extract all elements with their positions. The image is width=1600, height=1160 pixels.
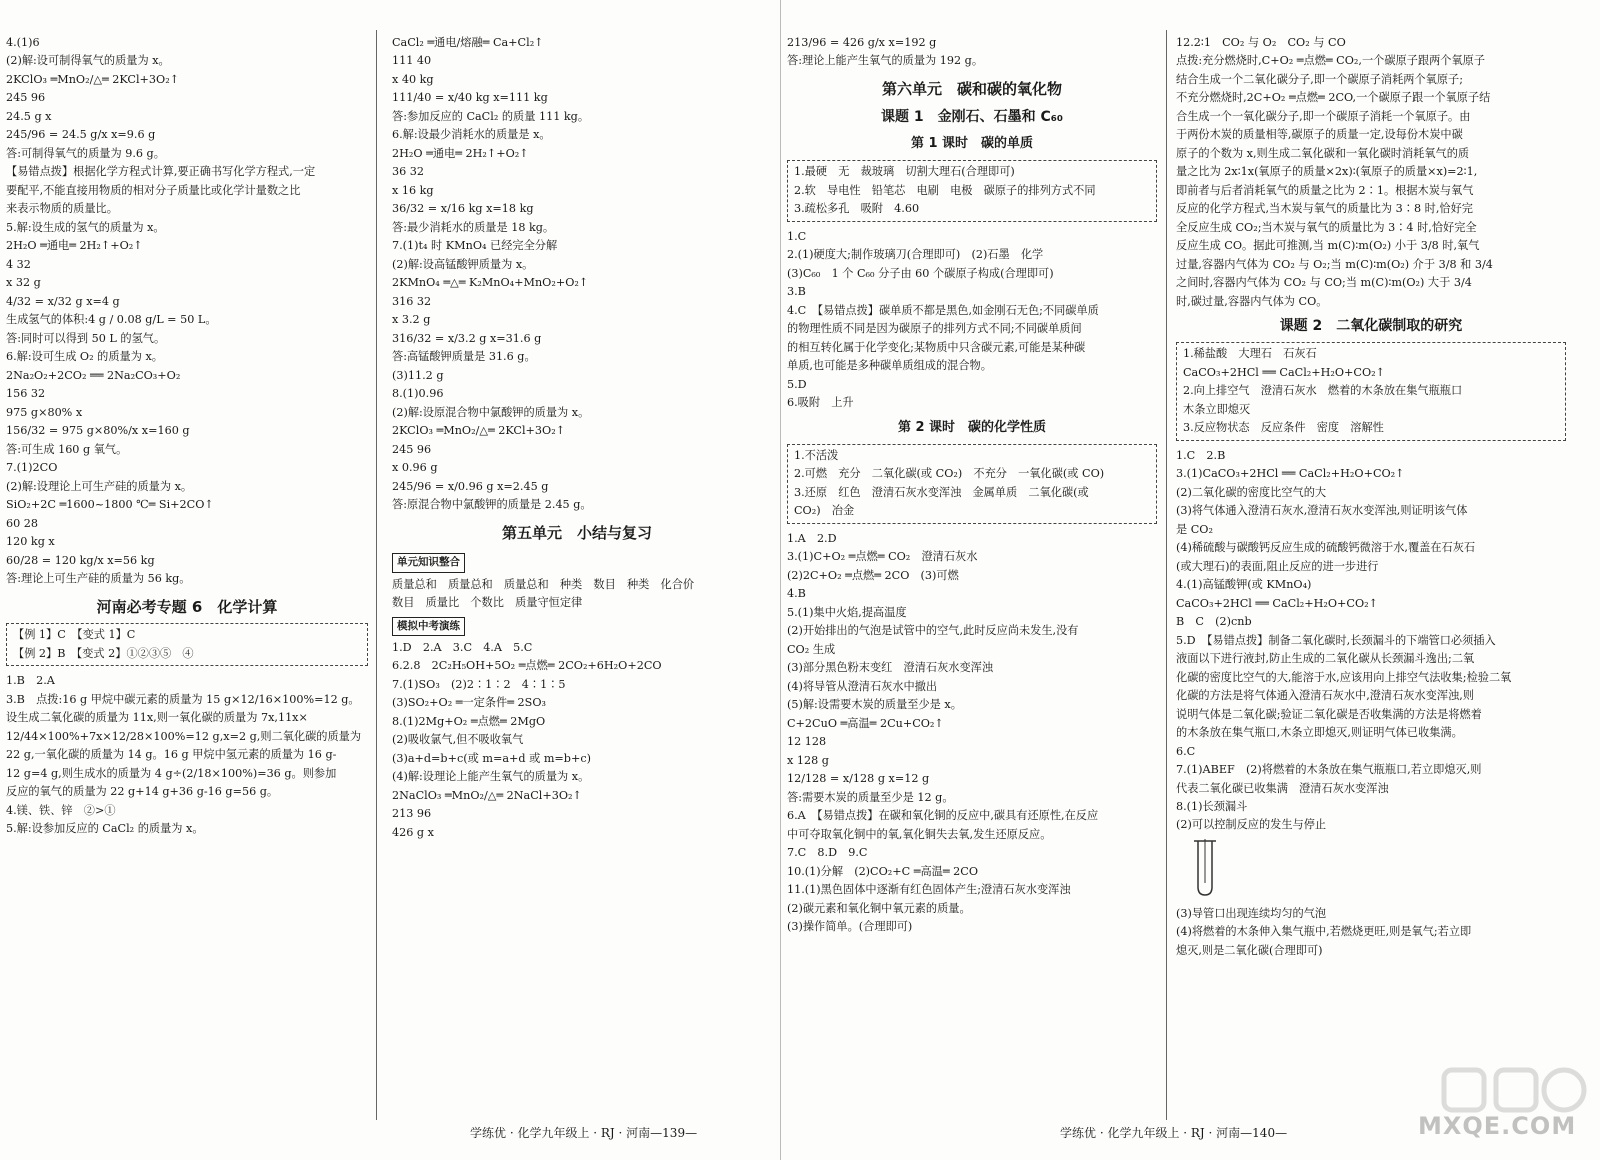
answer-line: 4.B xyxy=(787,587,806,601)
column-3 xyxy=(787,34,1157,937)
answer-line: 2.向上排空气 澄清石灰水 燃着的木条放在集气瓶瓶口 xyxy=(1183,384,1463,398)
answer-line: 原子的个数为 x,则生成二氧化碳和一氧化碳时消耗氧气的质 xyxy=(1176,146,1470,160)
answer-line: 7.(1)ABEF (2)将燃着的木条放在集气瓶瓶口,若立即熄灭,则 xyxy=(1176,763,1482,777)
answer-line: (3)C₆₀ 1 个 C₆₀ 分子由 60 个碳原子构成(合理即可) xyxy=(787,266,1054,280)
unit6-heading: 第六单元 碳和碳的氧化物 xyxy=(881,79,1062,98)
answer-line: (4)将燃着的木条伸入集气瓶中,若燃烧更旺,则是氧气;若立即 xyxy=(1176,925,1472,939)
answer-line: 即前者与后者消耗氧气的质量之比为 2∶1。根据木炭与氧气 xyxy=(1176,183,1474,197)
answer-line: 的物理性质不同是因为碳原子的排列方式不同;不同碳单质间 xyxy=(787,322,1082,336)
col2-lines xyxy=(392,34,762,515)
answer-line: 156 32 xyxy=(6,387,46,401)
answer-line: CaCO₃+2HCl ══ CaCl₂+H₂O+CO₂↑ xyxy=(1183,365,1386,379)
answer-line: 213 96 xyxy=(392,807,432,821)
answer-line: 426 g x xyxy=(392,825,434,839)
answer-line: (3)SO₂+O₂ ═一定条件═ 2SO₃ xyxy=(392,696,546,710)
answer-line: (2)可以控制反应的发生与停止 xyxy=(1176,818,1327,832)
answer-line: 6.C xyxy=(1176,744,1196,758)
answer-line: 2NaClO₃ ═MnO₂/△═ 2NaCl+3O₂↑ xyxy=(392,788,582,802)
answer-line: 245/96 = 24.5 g/x x=9.6 g xyxy=(6,128,156,142)
answer-line: (2)2C+O₂ ═点燃═ 2CO (3)可燃 xyxy=(787,568,959,582)
topic2-box xyxy=(1176,342,1566,440)
answer-line: 12/128 = x/128 g x=12 g xyxy=(787,772,930,786)
answer-line: (3)操作简单。(合理即可) xyxy=(787,920,913,934)
answer-line: 111 40 xyxy=(392,54,432,68)
special-topic-heading: 河南必考专题 6 化学计算 xyxy=(96,597,278,616)
answer-line: (2)吸收氯气,但不吸收氧气 xyxy=(392,733,524,747)
answer-line: 11.(1)黑色固体中逐渐有红色固体产生;澄清石灰水变浑浊 xyxy=(787,883,1071,897)
answer-line: 的相互转化属于化学变化;某物质中只含碳元素,可能是某种碳 xyxy=(787,340,1086,354)
answer-line: 2KClO₃ ═MnO₂/△═ 2KCl+3O₂↑ xyxy=(392,424,566,438)
answer-line: 245 96 xyxy=(6,91,46,105)
answer-line: 2.(1)硬度大;制作玻璃刀(合理即可) (2)石墨 化学 xyxy=(787,248,1044,262)
answer-line: 12/44×100%+7x×12/28×100%=12 g,x=2 g,则二氧化碳的质量为 xyxy=(6,729,362,743)
answer-line: (3)a+d=b+c(或 m=a+d 或 m=b+c) xyxy=(392,751,591,765)
answer-line: 答:理论上能产生氧气的质量为 192 g。 xyxy=(787,54,984,68)
answer-line: 6.2.8 2C₂H₅OH+5O₂ ═点燃═ 2CO₂+6H₂O+2CO xyxy=(392,659,662,673)
answer-line: 之间时,容器内气体为 CO₂ 与 CO;当 m(C)∶m(O₂) 大于 3/4 xyxy=(1176,276,1472,290)
col1-after-lines xyxy=(6,672,368,838)
answer-line: 4 32 xyxy=(6,257,31,271)
lesson1-box xyxy=(787,160,1157,221)
answer-line: 120 kg x xyxy=(6,535,55,549)
answer-line: 6.吸附 上升 xyxy=(787,396,854,410)
answer-line: 【易错点拨】根据化学方程式计算,要正确书写化学方程式,一定 xyxy=(6,165,316,179)
answer-line: 答:原混合物中氯酸钾的质量是 2.45 g。 xyxy=(392,498,592,512)
answer-line: 5.D xyxy=(787,377,807,391)
answer-line: 12 g=4 g,则生成水的质量为 4 g÷(2/18×100%)=36 g。则参加 xyxy=(6,766,337,780)
answer-line: (2)解:设可制得氧气的质量为 x。 xyxy=(6,54,170,68)
answer-line: (2)二氧化碳的密度比空气的大 xyxy=(1176,485,1327,499)
answer-line: 2H₂O ═通电═ 2H₂↑+O₂↑ xyxy=(6,239,143,253)
test-tube-icon xyxy=(1190,839,1220,899)
answer-line: CO₂ 生成 xyxy=(787,642,836,656)
answer-line: 答:需要木炭的质量至少是 12 g。 xyxy=(787,790,954,804)
answer-line: x 0.96 g xyxy=(392,461,438,475)
col1-lines xyxy=(6,34,368,589)
answer-line: (2)碳元素和氧化铜中氧元素的质量。 xyxy=(787,901,971,915)
answer-line: 4.(1)6 xyxy=(6,36,40,49)
answer-line: 3.B 点拨:16 g 甲烷中碳元素的质量为 15 g×12/16×100%=12 g。 xyxy=(6,692,360,706)
answer-line: 3.(1)C+O₂ ═点燃═ CO₂ 澄清石灰水 xyxy=(787,550,978,564)
answer-line: (3)11.2 g xyxy=(392,368,444,382)
answer-line: 4.镁、铁、锌 ②>① xyxy=(6,803,116,817)
answer-line: 中可夺取氧化铜中的氧,氧化铜失去氧,发生还原反应。 xyxy=(787,827,1052,841)
answer-line: 1.不活泼 xyxy=(794,448,839,462)
topic1-heading: 课题 1 金刚石、石墨和 C₆₀ xyxy=(880,108,1064,125)
answer-line: (3)导管口出现连续均匀的气泡 xyxy=(1176,906,1327,920)
answer-line: 3.还原 红色 澄清石灰水变浑浊 金属单质 二氧化碳(或 xyxy=(794,485,1089,499)
answer-line: 3.B xyxy=(787,285,806,299)
answer-line: 36/32 = x/16 kg x=18 kg xyxy=(392,202,534,216)
answer-line: 化碳的方法是将气体通入澄清石灰水中,澄清石灰水变浑浊,则 xyxy=(1176,689,1474,703)
answer-line: 8.(1)0.96 xyxy=(392,387,444,401)
answer-line: 60 28 xyxy=(6,516,39,530)
answer-line: CaCl₂ ═通电/熔融═ Ca+Cl₂↑ xyxy=(392,36,544,49)
answer-line: 过量,容器内气体为 CO₂ 与 O₂;当 m(C)∶m(O₂) 介于 3/8 和 3/4 xyxy=(1176,257,1493,271)
answer-line: 8.(1)2Mg+O₂ ═点燃═ 2MgO xyxy=(392,714,546,728)
answer-line: (3)部分黑色粉末变红 澄清石灰水变浑浊 xyxy=(787,661,994,675)
answer-line: 7.C 8.D 9.C xyxy=(787,846,868,860)
example-answers-box xyxy=(6,623,368,666)
answer-line: 1.A 2.D xyxy=(787,531,837,545)
answer-line: 2.可燃 充分 二氧化碳(或 CO₂) 不充分 一氧化碳(或 CO) xyxy=(794,467,1105,481)
answer-line: 熄灭,则是二氧化碳(合理即可) xyxy=(1176,943,1323,957)
answer-line: 3.(1)CaCO₃+2HCl ══ CaCl₂+H₂O+CO₂↑ xyxy=(1176,467,1405,481)
answer-line: 单质,也可能是多种碳单质组成的混合物。 xyxy=(787,359,992,373)
knowledge-tag: 单元知识整合 xyxy=(392,553,465,572)
answer-line: 设生成二氧化碳的质量为 11x,则一氧化碳的质量为 7x,11x× xyxy=(6,711,308,725)
lesson1-heading: 第 1 课时 碳的单质 xyxy=(910,135,1034,151)
answer-line: 1.D 2.A 3.C 4.A 5.C xyxy=(392,640,533,654)
column-4 xyxy=(1176,34,1566,960)
answer-line: 5.D 【易错点拨】制备二氧化碳时,长颈漏斗的下端管口必须插入 xyxy=(1176,633,1496,647)
watermark-text: MXQE.COM xyxy=(1418,1112,1577,1140)
answer-line: 7.(1)2CO xyxy=(6,461,58,475)
footer-right: 学练优 · 化学九年级上 · RJ · 河南—140— xyxy=(1060,1126,1288,1140)
answer-line: 2Na₂O₂+2CO₂ ══ 2Na₂CO₃+O₂ xyxy=(6,368,181,382)
column-2 xyxy=(392,34,762,842)
knowledge-lines xyxy=(392,576,762,613)
answer-line: 代表二氧化碳已收集满 澄清石灰水变浑浊 xyxy=(1176,781,1389,795)
answer-line: 1.稀盐酸 大理石 石灰石 xyxy=(1183,347,1317,361)
answer-line: 答:理论上可生产硅的质量为 56 kg。 xyxy=(6,572,191,586)
answer-line: 3.疏松多孔 吸附 4.60 xyxy=(794,202,920,216)
answer-line: 10.(1)分解 (2)CO₂+C ═高温═ 2CO xyxy=(787,864,979,878)
answer-line: 答:同时可以得到 50 L 的氢气。 xyxy=(6,331,166,345)
answer-line: 36 32 xyxy=(392,165,425,179)
answer-line: (2)解:设理论上可生产硅的质量为 x。 xyxy=(6,479,193,493)
answer-line: 1.最硬 无 裁玻璃 切割大理石(合理即可) xyxy=(794,165,1015,179)
answer-line: 反应的氧气的质量为 22 g+14 g+36 g-16 g=56 g。 xyxy=(6,785,279,799)
col2-after-lines xyxy=(392,639,762,842)
answer-line: 2KClO₃ ═MnO₂/△═ 2KCl+3O₂↑ xyxy=(6,72,180,86)
answer-line: (2)解:设高锰酸钾质量为 x。 xyxy=(392,257,534,271)
answer-line: 5.解:设参加反应的 CaCl₂ 的质量为 x。 xyxy=(6,822,204,836)
answer-line: 时,碳过量,容器内气体为 CO。 xyxy=(1176,294,1328,308)
answer-line: 生成氢气的体积:4 g / 0.08 g/L = 50 L。 xyxy=(6,313,217,327)
answer-line: 4.C 【易错点拨】碳单质不都是黑色,如金刚石无色;不同碳单质 xyxy=(787,303,1099,317)
answer-line: 4/32 = x/32 g x=4 g xyxy=(6,294,120,308)
answer-line: 7.(1)t₄ 时 KMnO₄ 已经完全分解 xyxy=(392,239,558,253)
answer-line: C+2CuO ═高温═ 2Cu+CO₂↑ xyxy=(787,716,944,730)
answer-line: 数目 质量比 个数比 质量守恒定律 xyxy=(392,596,583,610)
answer-line: x 128 g xyxy=(787,753,829,767)
footer-left: 学练优 · 化学九年级上 · RJ · 河南—139— xyxy=(470,1126,698,1140)
answer-line: 来表示物质的质量比。 xyxy=(6,202,118,216)
answer-line: 反应生成 CO。据此可推测,当 m(C)∶m(O₂) 小于 3/8 时,氧气 xyxy=(1176,239,1480,253)
lesson2-box xyxy=(787,444,1157,524)
answer-line: 质量总和 质量总和 质量总和 种类 数目 种类 化合价 xyxy=(392,577,695,591)
col3-after-lines xyxy=(787,530,1157,937)
answer-line: (5)解:设需要木炭的质量至少是 x。 xyxy=(787,698,962,712)
answer-line: 答:可生成 160 g 氧气。 xyxy=(6,442,128,456)
answer-line: 答:可制得氧气的质量为 9.6 g。 xyxy=(6,146,165,160)
exam-practice-tag: 模拟中考演练 xyxy=(392,617,465,636)
box-line: 【例 2】B 【变式 2】①②③⑤ ④ xyxy=(13,646,194,660)
answer-line: 答:最少消耗水的质量是 18 kg。 xyxy=(392,220,555,234)
answer-line: 111/40 = x/40 kg x=111 kg xyxy=(392,91,548,105)
answer-line: 1.C 2.B xyxy=(1176,448,1226,462)
answer-line: 要配平,不能直接用物质的相对分子质量比或化学计量数之比 xyxy=(6,183,301,197)
answer-line: (3)将气体通入澄清石灰水,澄清石灰水变浑浊,则证明该气体 xyxy=(1176,504,1468,518)
answer-line: 说明气体是二氧化碳;验证二氧化碳是否收集满的方法是将燃着 xyxy=(1176,707,1482,721)
col3-top-lines xyxy=(787,34,1157,71)
answer-line: 7.(1)SO₃ (2)2∶1∶2 4∶1∶5 xyxy=(392,677,566,691)
answer-line: (2)解:设原混合物中氯酸钾的质量为 x。 xyxy=(392,405,590,419)
answer-line: 点拨:充分燃烧时,C+O₂ ═点燃═ CO₂,一个碳原子跟两个氧原子 xyxy=(1176,54,1486,68)
answer-line: CO₂) 冶金 xyxy=(794,504,855,518)
answer-line: 975 g×80% x xyxy=(6,405,83,419)
answer-line: 1.C xyxy=(787,229,807,243)
answer-line: 答:高锰酸钾质量是 31.6 g。 xyxy=(392,350,536,364)
answer-line: 合生成一个一氧化碳分子,即一个碳原子消耗一个氧原子。由 xyxy=(1176,109,1471,123)
answer-line: 6.A 【易错点拨】在碳和氧化铜的反应中,碳具有还原性,在反应 xyxy=(787,809,1099,823)
answer-line: 245 96 xyxy=(392,442,432,456)
answer-line: 的木条放在集气瓶口,木条立即熄灭,则证明气体已收集满。 xyxy=(1176,726,1463,740)
answer-line: 反应的化学方程式,当木炭与氧气的质量比为 3∶8 时,恰好完 xyxy=(1176,202,1473,216)
answer-line: 316 32 xyxy=(392,294,432,308)
answer-line: 22 g,一氧化碳的质量为 14 g。16 g 甲烷中氢元素的质量为 16 g- xyxy=(6,748,337,762)
answer-line: x 3.2 g xyxy=(392,313,431,327)
answer-line: 6.解:设最少消耗水的质量是 x。 xyxy=(392,128,551,142)
answer-line: 结合生成一个二氧化碳分子,即一个碳原子消耗两个氧原子; xyxy=(1176,72,1464,86)
answer-line: 全反应生成 CO₂;当木炭与氧气的质量比为 3∶4 时,恰好完全 xyxy=(1176,220,1477,234)
answer-line: 木条立即熄灭 xyxy=(1183,402,1251,416)
answer-line: 是 CO₂ xyxy=(1176,522,1213,536)
col4-after-lines xyxy=(1176,447,1566,835)
answer-line: 2.软 导电性 铅笔芯 电刷 电极 碳原子的排列方式不同 xyxy=(794,183,1096,197)
answer-line: 2H₂O ═通电═ 2H₂↑+O₂↑ xyxy=(392,146,529,160)
answer-line: 156/32 = 975 g×80%/x x=160 g xyxy=(6,424,190,438)
page-fold xyxy=(780,0,781,1160)
answer-line: 5.解:设生成的氢气的质量为 x。 xyxy=(6,220,165,234)
answer-line: (4)解:设理论上能产生氧气的质量为 x。 xyxy=(392,770,590,784)
answer-line: 2KMnO₄ ═△═ K₂MnO₄+MnO₂+O₂↑ xyxy=(392,276,589,290)
answer-line: (或大理石)的表面,阻止反应的进一步进行 xyxy=(1176,559,1379,573)
answer-line: x 40 kg xyxy=(392,72,434,86)
topic2-heading: 课题 2 二氧化碳制取的研究 xyxy=(1279,318,1463,335)
answer-line: (2)开始排出的气泡是试管中的空气,此时反应尚未发生,没有 xyxy=(787,624,1079,638)
col3-mid-lines xyxy=(787,228,1157,413)
answer-line: 3.反应物状态 反应条件 密度 溶解性 xyxy=(1183,421,1384,435)
column-1 xyxy=(6,34,368,839)
answer-line: 6.解:设可生成 O₂ 的质量为 x。 xyxy=(6,350,163,364)
answer-line: (4)稀硫酸与碳酸钙反应生成的硫酸钙微溶于水,覆盖在石灰石 xyxy=(1176,541,1476,555)
answer-line: 不充分燃烧时,2C+O₂ ═点燃═ 2CO,一个碳原子跟一个氧原子结 xyxy=(1176,91,1491,105)
answer-line: 5.(1)集中火焰,提高温度 xyxy=(787,605,907,619)
col4-end-lines xyxy=(1176,905,1566,960)
answer-line: B C (2)cnb xyxy=(1176,615,1252,629)
answer-line: SiO₂+2C ═1600~1800 ℃═ Si+2CO↑ xyxy=(6,498,214,512)
answer-line: (4)将导管从澄清石灰水中撤出 xyxy=(787,679,938,693)
test-tube-diagram xyxy=(1190,839,1220,899)
answer-line: 12.2∶1 CO₂ 与 O₂ CO₂ 与 CO xyxy=(1176,36,1346,49)
answer-line: 答:参加反应的 CaCl₂ 的质量 111 kg。 xyxy=(392,109,590,123)
answer-line: 316/32 = x/3.2 g x=31.6 g xyxy=(392,331,542,345)
answer-line: 液面以下进行液封,防止生成的二氧化碳从长颈漏斗逸出;二氧 xyxy=(1176,652,1475,666)
answer-line: CaCO₃+2HCl ══ CaCl₂+H₂O+CO₂↑ xyxy=(1176,596,1379,610)
answer-line: 于两份木炭的质量相等,碳原子的质量一定,设每份木炭中碳 xyxy=(1176,128,1463,142)
box-line: 【例 1】C 【变式 1】C xyxy=(13,628,136,642)
column-divider xyxy=(376,30,377,1120)
unit5-review-heading: 第五单元 小结与复习 xyxy=(501,523,652,542)
answer-line: 4.(1)高锰酸钾(或 KMnO₄) xyxy=(1176,578,1312,592)
answer-line: 8.(1)长颈漏斗 xyxy=(1176,799,1248,813)
col4-lines xyxy=(1176,34,1566,311)
answer-line: 60/28 = 120 kg/x x=56 kg xyxy=(6,553,155,567)
answer-line: 1.B 2.A xyxy=(6,674,55,688)
answer-line: 24.5 g x xyxy=(6,109,52,123)
answer-line: x 16 kg xyxy=(392,183,434,197)
answer-line: 化碳的密度比空气的大,能溶于水,应该用向上排空气法收集;检验二氧 xyxy=(1176,670,1512,684)
lesson2-heading: 第 2 课时 碳的化学性质 xyxy=(897,419,1047,435)
answer-line: 245/96 = x/0.96 g x=2.45 g xyxy=(392,479,549,493)
answer-line: 量之比为 2x∶1x(氧原子的质量×2x)∶(氧原子的质量×x)=2∶1, xyxy=(1176,165,1478,179)
column-divider xyxy=(1166,30,1167,1120)
answer-line: 213/96 = 426 g/x x=192 g xyxy=(787,36,937,49)
answer-line: x 32 g xyxy=(6,276,41,290)
answer-line: 12 128 xyxy=(787,735,827,749)
